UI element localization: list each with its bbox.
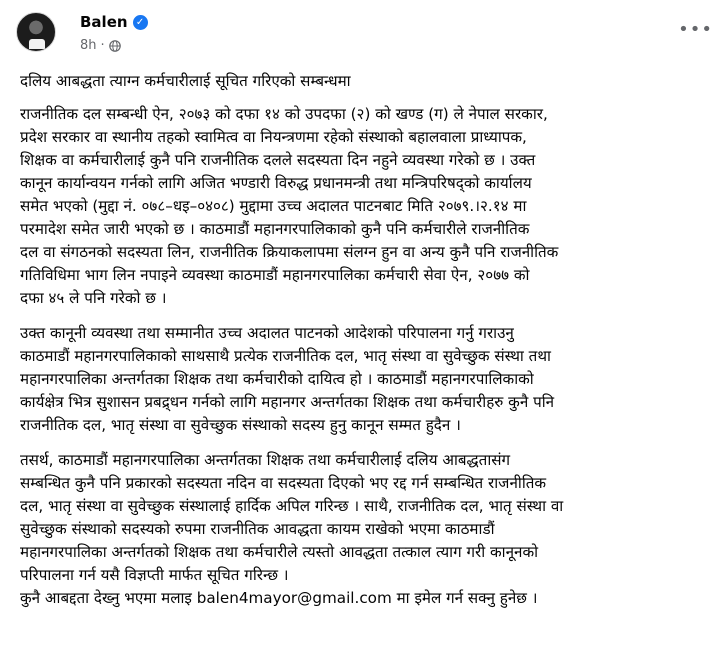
post-paragraph-3: तसर्थ, काठमाडौं महानगरपालिका अन्तर्गतका शिक्षक तथा कर्मचारीलाई दलिय आबद्धतासंग सम्बन्धित कुनै पनि प्रकारको सदस्यता नदिन वा सदस्यता दिएको भए रद्द गर्न सम्बन्धित राजनीतिक दल, भातृ संस्था वा सुवेच्छुक संस्थालाई हार्दिक अपिल गरिन्छ । साथै, राजनीतिक दल, भातृ संस्था वा सुवेच्छुक संस्थाको सदस्यको रुपमा राजनीतिक आवद्धता कायम राखेको भएमा काठमाडौं महानगरपालिका अन्तर्गतको शिक्षक तथा कर्मचारीले त्यस्तो आवद्धता तत्काल त्याग गरी कानूनको परिपालना गर्न यसै विज्ञप्ती मार्फत सूचित गरिन्छ । कुनै आबद्दता देख्नु भएमा मलाइ balen4mayor@gmail.com मा इमेल गर्न सक्नु हुनेछ ।	[20, 451, 564, 607]
more-options-icon[interactable]: •••	[678, 19, 713, 40]
meta-separator: ·	[100, 38, 105, 53]
post-meta	[80, 38, 121, 53]
post-paragraph-2: उक्त कानूनी व्यवस्था तथा सम्मानीत उच्च अदालत पाटनको आदेशको परिपालना गर्नु गराउनु काठमाडौं महानगरपालिकाको साथसाथै प्रत्येक राजनीतिक दल, भातृ संस्था वा सुवेच्छुक संस्था तथा महानगरपालिका अन्तर्गतका शिक्षक तथा कर्मचारीको दायित्व हो । काठमाडौं महानगरपालिकाको कार्यक्षेत्र भित्र सुशासन प्रबद्र्धन गर्नको लागि महानगर अन्तर्गतका शिक्षक तथा कर्मचारीहरु कुनै पनि राजनीतिक दल, भातृ संस्था वा सुवेच्छुक संस्थाको सदस्य हुनु कानून सम्मत हुदैन ।	[20, 324, 555, 434]
post-title: दलिय आबद्धता त्याग्न कर्मचारीलाई सूचित गरिएको सम्बन्धमा	[20, 72, 351, 90]
post-time[interactable]: 8h	[80, 38, 97, 53]
post-body	[20, 70, 720, 610]
avatar-collar	[29, 39, 45, 49]
verified-badge-icon: ✓	[133, 15, 148, 30]
avatar[interactable]	[16, 12, 56, 52]
post-header	[0, 0, 727, 66]
author-row	[80, 13, 148, 31]
post-paragraph-1: राजनीतिक दल सम्बन्धी ऐन, २०७३ को दफा १४ को उपदफा (२) को खण्ड (ग) ले नेपाल सरकार, प्रदेश सरकार वा स्थानीय तहको स्वामित्व वा नियन्त्रणमा रहेको संस्थाको बहालवाला प्राध्यापक, शिक्षक वा कर्मचारीलाई कुनै पनि राजनीतिक दलले सदस्यता दिन नहुने व्यवस्था गरेको छ । उक्त कानून कार्यान्वयन गर्नको लागि अजित भण्डारी विरुद्ध प्रधानमन्त्री तथा मन्त्रिपरिषद्को कार्यालय समेत भएको (मुद्दा नं. ०७८–धइ–०४०८) मुद्दामा उच्च अदालत पाटनबाट मिति २०७९.।२.१४ मा परमादेश समेत जारी भएको छ । काठमाडौं महानगरपालिकाको कुनै पनि कर्मचारीले राजनीतिक दल वा संगठनको सदस्यता लिन, राजनीतिक क्रियाकलापमा संलग्न हुन वा अन्य कुनै पनि राजनीतिक गतिविधिमा भाग लिन नपाइने व्यवस्था काठमाडौं महानगरपालिका कर्मचारी सेवा ऐन, २०७७ को दफा ४५ ले पनि गरेको छ ।	[20, 105, 559, 307]
author-name[interactable]: Balen	[80, 13, 128, 31]
globe-icon[interactable]	[109, 40, 121, 52]
